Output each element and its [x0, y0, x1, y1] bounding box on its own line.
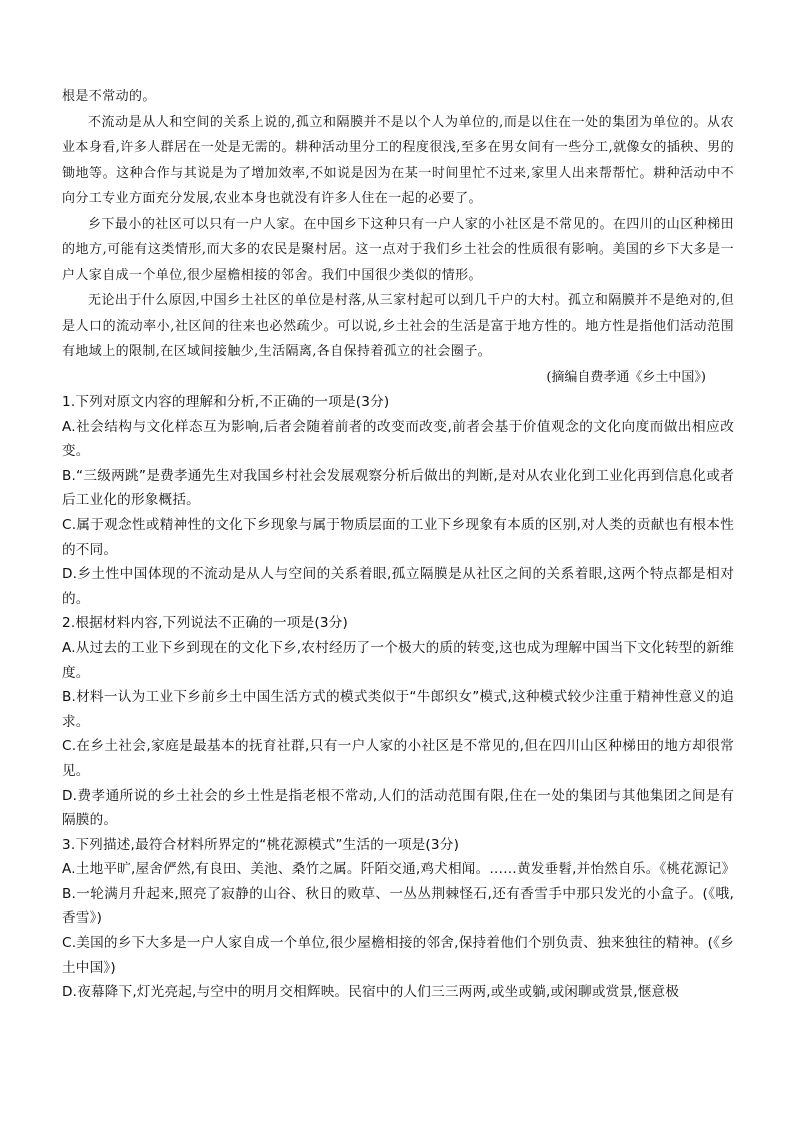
option-a: A.社会结构与文化样态互为影响,后者会随着前者的改变而改变,前者会基于价值观念的文化向度而做出相应改变。: [62, 418, 734, 460]
option-d: D.乡土性中国体现的不流动是从人与空间的关系着眼,孤立隔膜是从社区之间的关系着眼,这两个特点都是相对的。: [62, 566, 734, 607]
passage-paragraph: 不流动是从人和空间的关系上说的,孤立和隔膜并不是以个人为单位的,而是以住在一处的集团为单位的。从农业本身看,许多人群居在一处是无需的。耕种活动里分工的程度很浅,至多在男女间有一些分工,就像女的插秧、男的锄地等。这种合作与其说是为了增加效率,不如说是因为在某一时间里忙不过来,家里人出来帮帮忙。耕种活动中不向分工专业方面充分发展,农业本身也就没有许多人住在一起的必要了。: [62, 114, 734, 206]
option-c: C.属于观念性或精神性的文化下乡现象与属于物质层面的工业下乡现象有本质的区别,对人类的贡献也有根本性的不同。: [62, 516, 734, 558]
passage-paragraph: 根是不常动的。: [62, 89, 156, 104]
question-stem: 1.下列对原文内容的理解和分析,不正确的一项是(3分): [62, 394, 390, 410]
option-a: A.土地平旷,屋舍俨然,有良田、美池、桑竹之属。阡陌交通,鸡犬相闻。……黄发垂髫,并怡然自乐。《桃花源记》: [62, 861, 736, 878]
option-a: A.从过去的工业下乡到现在的文化下乡,农村经历了一个极大的质的转变,这也成为理解中国当下文化转型的新维度。: [62, 639, 734, 681]
passage-source: (摘编自费孝通《乡土中国》): [546, 369, 706, 385]
question-stem: 2.根据材料内容,下列说法不正确的一项是(3分): [62, 615, 349, 632]
option-d: D.费孝通所说的乡土社会的乡土性是指老根不常动,人们的活动范围有限,住在一处的集团与其他集团之间是有隔膜的。: [62, 787, 734, 829]
option-b: B.“三级两跳”是费孝通先生对我国乡村社会发展观察分析后做出的判断,是对从农业化到工业化再到信息化或者后工业化的形象概括。: [62, 467, 734, 509]
question-stem: 3.下列描述,最符合材料所界定的“桃花源模式”生活的一项是(3分): [62, 836, 460, 853]
question-1: [62, 390, 734, 611]
option-d: D.夜幕降下,灯光亮起,与空中的明月交相辉映。民宿中的人们三三两两,或坐或躺,或闲聊或赏景,惬意极: [62, 984, 680, 1001]
reading-passage: [62, 84, 734, 390]
option-c: C.美国的乡下大多是一户人家自成一个单位,很少屋檐相接的邻舍,保持着他们个别负责、独来独往的精神。(《乡土中国》): [62, 935, 734, 976]
option-c: C.在乡土社会,家庭是最基本的抚育社群,只有一户人家的小社区是不常见的,但在四川山区种梯田的地方却很常见。: [62, 738, 734, 779]
option-b: B.材料一认为工业下乡前乡土中国生活方式的模式类似于“牛郎织女”模式,这种模式较少注重于精神性意义的追求。: [62, 689, 734, 730]
passage-paragraph: 乡下最小的社区可以只有一户人家。在中国乡下这种只有一户人家的小社区是不常见的。在四川的山区种梯田的地方,可能有这类情形,而大多的农民是聚村居。这一点对于我们乡土社会的性质很有影响。美国的乡下大多是一户人家自成一个单位,很少屋檐相接的邻舍。我们中国很少类似的情形。: [62, 216, 734, 283]
question-2: [62, 611, 734, 832]
passage-paragraph: 无论出于什么原因,中国乡土社区的单位是村落,从三家村起可以到几千户的大村。孤立和隔膜并不是绝对的,但是人口的流动率小,社区间的往来也必然疏少。可以说,乡土社会的生活是富于地方性的。地方性是指他们活动范围有地域上的限制,在区域间接触少,生活隔离,各自保持着孤立的社会圈子。: [62, 293, 734, 359]
question-3: [62, 833, 734, 1005]
question-list: [62, 390, 734, 1005]
option-b: B.一轮满月升起来,照亮了寂静的山谷、秋日的败草、一丛丛荆棘怪石,还有香雪手中那只发光的小盒子。(《哦,香雪》): [62, 885, 734, 927]
